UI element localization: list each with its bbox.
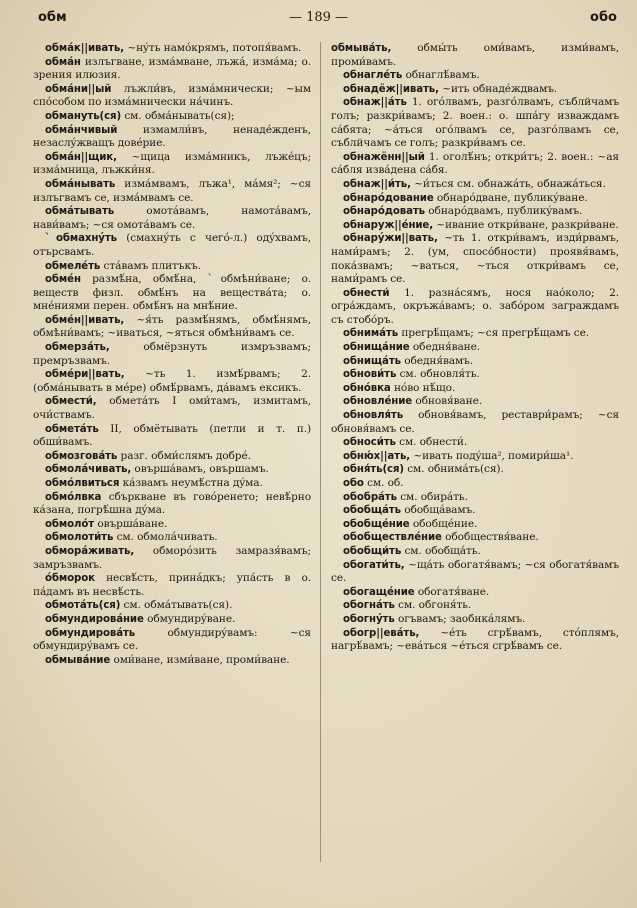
entry-definition: обогатя́ване. — [414, 585, 490, 598]
entry-headword: обмáнчивый — [45, 124, 118, 136]
entry-definition: сбъркване въ говóренето; невѣ́рно кáзана, погрѣ́шна дýма. — [33, 490, 311, 517]
entry-headword: обмéн — [45, 274, 81, 286]
entry-definition: обмундирýвамъ: ~ся обмундирýвамъ се. — [33, 626, 311, 653]
dictionary-entry — [331, 450, 619, 464]
dictionary-entry — [331, 477, 619, 491]
entry-headword: обня́ть(ся) — [343, 464, 404, 476]
dictionary-entry — [331, 463, 619, 477]
entry-headword: обнищáние — [343, 342, 410, 354]
dictionary-entry — [33, 260, 311, 274]
dictionary-entry — [33, 314, 311, 341]
entry-definition: огъвамъ; заобикáлямъ. — [394, 612, 526, 625]
entry-headword: обмáк||ивать, — [45, 43, 125, 54]
entry-definition: обедня́ване. — [409, 341, 481, 354]
dictionary-entry — [331, 491, 619, 505]
entry-headword: обнищáть — [343, 355, 401, 367]
entry-headword: обнаруж||éние, — [343, 219, 434, 231]
entry-headword: обновлéние — [343, 396, 413, 408]
entry-definition: обобщáвамъ. — [400, 504, 476, 517]
header-right-guide-word: обо — [590, 10, 617, 25]
entry-headword: обметáть — [45, 423, 99, 435]
entry-headword: обо — [343, 478, 364, 489]
entry-definition: ~нýть намóкрямъ, потопя́вамъ. — [124, 42, 302, 54]
dictionary-entry — [33, 56, 311, 83]
entry-definition: ~ть 1. откри́вамъ, изди́рвамъ, нами́рамъ; 2. (ум, спосóбности) проявя́вамъ, покáзвамъ; ~ваться, ~ться откри́вамъ се, нами́рамъ се. — [331, 232, 619, 286]
entry-definition: ~ивание откри́ване, разкри́ване. — [433, 218, 619, 231]
entry-definition: излъгване, измáмване, лъжá, измáма; о. зрения илюзия. — [33, 55, 311, 82]
dictionary-entry — [33, 518, 311, 532]
dictionary-entry — [331, 219, 619, 233]
dictionary-entry — [331, 42, 619, 69]
entry-headword: обмерзáть, — [45, 342, 110, 354]
entry-definition: обнарóдване, публикýване. — [433, 191, 588, 204]
entry-headword: обмолоти́ть — [45, 532, 114, 544]
dictionary-entry — [33, 572, 311, 599]
entry-headword: обмелéть — [45, 260, 101, 272]
dictionary-entry — [33, 423, 311, 450]
entry-headword: обобщéние — [343, 518, 410, 530]
entry-headword: обмундировáние — [45, 613, 144, 625]
dictionary-entry — [331, 627, 619, 654]
dictionary-entry — [331, 205, 619, 219]
entry-headword: обню́х||ать, — [343, 450, 411, 462]
page-number: — 189 — — [288, 10, 349, 25]
entry-headword: обмáни||ый — [45, 83, 112, 95]
dictionary-entry — [331, 192, 619, 206]
dictionary-entry — [33, 341, 311, 368]
entry-definition: обновя́ване. — [412, 395, 483, 408]
entry-definition: 1. огóлвамъ, разгóлвамъ, съблйчамъ голъ; разкри́вамъ; 2. воен.: о. шпáгу изваждамъ сáбята; ~áться огóлвамъ се, разгóлвамъ се, съблйчамъ се голъ; разкри́вамъ се. — [331, 96, 619, 150]
entry-headword: обнаж||и́ть, — [343, 178, 411, 190]
dictionary-entry — [331, 96, 619, 150]
dictionary-entry — [331, 613, 619, 627]
entry-definition: размѣ́на, обмѣ́на, ˋобмѣни́ване; о. веществ физл. обмѣ́нъ на веществáта; о. мнéниями перен. обмѣ́нъ на мнѣ́ние. — [33, 273, 311, 313]
dictionary-entry — [33, 450, 311, 464]
dictionary-entry — [33, 491, 311, 518]
entry-headword: обмáнывать — [45, 178, 116, 190]
entry-headword: обобщи́ть — [343, 545, 402, 557]
dictionary-entry — [33, 124, 311, 151]
entry-definition: см. обирáть. — [396, 490, 468, 503]
entry-headword: обмóлвиться — [45, 478, 120, 489]
dictionary-entry — [33, 463, 311, 477]
entry-headword: обмывáние — [45, 654, 111, 666]
left-column — [33, 42, 311, 667]
entry-headword: обмéри||вать, — [45, 369, 125, 381]
entry-headword: обмáн||щик, — [45, 151, 117, 163]
entry-headword: обмотáть(ся) — [45, 600, 121, 612]
entry-definition: II, обмётывать (петли и т. п.) обши́вамъ. — [33, 422, 311, 449]
entry-definition: ~éть сгрѣ́вамъ, стóплямъ, нагрѣ́вамъ; ~евáться ~éться сгрѣ́вамъ се. — [331, 626, 619, 653]
dictionary-entry — [33, 627, 311, 654]
entry-definition: см. обмáнывать(ся); — [121, 109, 235, 122]
entry-definition: обновя́вамъ, реставри́рамъ; ~ся обновя́вамъ се. — [331, 409, 619, 435]
entry-definition: обедня́вамъ. — [400, 354, 474, 367]
entry-definition: ~я́ть размѣ́нямъ, обмѣ́нямъ, обмѣни́вамъ; ~иваться, ~яться обмѣни́вамъ се. — [33, 313, 311, 340]
entry-definition: овършáвамъ, овършамъ. — [131, 463, 269, 476]
entry-definition: см. обмолáчивать. — [113, 531, 218, 544]
entry-definition: лъжли́въ, измáмнически; ~ым спóсобом по измáмнически нáчинъ. — [33, 82, 311, 109]
dictionary-entry — [331, 69, 619, 83]
dictionary-entry — [331, 545, 619, 559]
dictionary-entry — [331, 151, 619, 178]
entry-definition: ~щица измáмникъ, лъжéцъ; измáмница, лъжки́ня. — [33, 150, 311, 177]
entry-headword: обнарóдовать — [343, 206, 426, 218]
entry-headword: обнарóдование — [343, 192, 434, 204]
entry-definition: обмёрзнуть измръзвамъ; премръзвамъ. — [33, 341, 311, 367]
right-column — [331, 42, 619, 654]
dictionary-entry — [331, 504, 619, 518]
entry-definition: см. об. — [363, 477, 404, 489]
dictionary-entry — [331, 327, 619, 341]
entry-headword: обобществлéние — [343, 532, 442, 544]
entry-definition: см. обмáтывать(ся). — [120, 599, 233, 612]
dictionary-entry — [331, 518, 619, 532]
dictionary-entry — [33, 273, 311, 314]
dictionary-entry — [331, 341, 619, 355]
dictionary-entry — [33, 545, 311, 572]
entry-definition: 1. оголѣ́нъ; откри́тъ; 2. воен.: ~ая сáбля изва́дена сáбя. — [331, 150, 619, 177]
page-header — [0, 10, 637, 28]
entry-headword: обобщáть — [343, 505, 401, 517]
entry-headword: óбморок — [45, 573, 95, 585]
entry-definition: несвѣ́сть, принáдкъ; упáсть в о. пáдамъ въ несвѣ́сть. — [33, 572, 311, 598]
dictionary-entry — [331, 355, 619, 369]
entry-headword: обмывáть, — [331, 43, 392, 54]
dictionary-entry — [331, 83, 619, 97]
dictionary-entry — [33, 205, 311, 232]
dictionary-entry — [33, 151, 311, 178]
entry-headword: обмолáчивать, — [45, 464, 132, 476]
dictionary-entry — [33, 654, 311, 668]
entry-headword: обмáтывать — [45, 206, 115, 218]
entry-headword: обмóлвка — [45, 491, 102, 503]
entry-headword: обновля́ть — [343, 410, 404, 422]
dictionary-entry — [331, 559, 619, 586]
entry-headword: обноси́ть — [343, 437, 396, 449]
entry-headword: обнажённ||ый — [343, 151, 425, 163]
entry-headword: обогнáть — [343, 600, 395, 612]
entry-definition: омотáвамъ, намотáвамъ, нави́вамъ; ~ся омотáвамъ се. — [33, 205, 311, 231]
entry-headword: обмести́, — [45, 396, 97, 408]
entry-definition: см. обнести́. — [395, 436, 468, 449]
entry-definition: см. обгоня́ть. — [394, 599, 472, 612]
entry-definition: (смахнýть с чегó-л.) одýхвамъ, отърсвамъ. — [33, 232, 311, 258]
entry-definition: оми́ване, изми́ване, проми́ване. — [110, 653, 290, 666]
dictionary-entry — [33, 395, 311, 422]
entry-definition: ~ивать подýша², помири́ша¹. — [410, 449, 574, 462]
entry-definition: обмундирýване. — [143, 612, 236, 625]
header-left-guide-word: обм — [38, 10, 67, 25]
entry-headword: обнóвка — [343, 382, 391, 394]
entry-headword: обогр||евáть, — [343, 627, 420, 639]
dictionary-entry — [331, 599, 619, 613]
dictionary-entry — [33, 599, 311, 613]
entry-headword: обмолóт — [45, 518, 95, 530]
entry-definition: измáмвамъ, лъжа¹, мáмя²; ~ся излъгвамъ се, измáмвамъ се. — [33, 177, 311, 204]
entry-headword: обмéн||ивать, — [45, 314, 125, 326]
entry-headword: обнадёж||ивать, — [343, 83, 439, 95]
entry-definition: овършáване. — [94, 517, 168, 530]
entry-definition: обмы́ть оми́вамъ, изми́вамъ, проми́вамъ. — [331, 42, 619, 68]
column-divider — [320, 42, 321, 862]
entry-definition: обметáть I оми́тамъ, измитамъ, очи́ствамъ. — [33, 395, 311, 422]
dictionary-entry — [33, 368, 311, 395]
entry-headword: обмундировáть — [45, 627, 136, 639]
dictionary-entry — [331, 178, 619, 192]
entry-definition: ~и́ться см. обнажáть, обнажáться. — [410, 177, 606, 190]
dictionary-entry — [331, 531, 619, 545]
dictionary-entry — [33, 531, 311, 545]
entry-definition: кáзвамъ неумѣ́стна дýма. — [119, 477, 263, 489]
entry-definition: ~щáть обогатя́вамъ; ~ся обогатя́вамъ се. — [331, 558, 619, 585]
dictionary-entry — [331, 436, 619, 450]
dictionary-entry — [331, 382, 619, 396]
entry-definition: обморóзить замразя́вамъ; замръзвамъ. — [33, 544, 311, 571]
entry-definition: обнарóдвамъ, публикýвамъ. — [425, 205, 583, 218]
entry-definition: см. обобщáть. — [401, 544, 481, 557]
entry-headword: обнимáть — [343, 328, 399, 340]
entry-headword: обмануть(ся) — [45, 110, 122, 122]
entry-definition: обобществя́ване. — [441, 531, 539, 544]
dictionary-entry — [33, 613, 311, 627]
entry-definition: измамли́въ, ненадéжденъ, незаслýжващъ довéрие. — [33, 123, 311, 150]
dictionary-entry — [33, 178, 311, 205]
dictionary-entry — [33, 477, 311, 491]
entry-definition: ~ить обнадéждвамъ. — [438, 82, 558, 95]
entry-headword: обогати́ть, — [343, 559, 405, 571]
entry-definition: обобщéние. — [409, 517, 478, 530]
dictionary-entry — [33, 232, 311, 259]
entry-headword: ˋобмахнýть — [45, 233, 117, 245]
dictionary-entry — [33, 110, 311, 124]
entry-headword: обнаж||áть — [343, 97, 407, 109]
entry-headword: обнови́ть — [343, 369, 397, 381]
entry-definition: ~ть 1. измѣ́рвамъ; 2. (обмáнывать в мéре) обмѣ́рвамъ, дáвамъ ексикъ. — [33, 368, 311, 394]
entry-headword: обмозговáть — [45, 450, 118, 462]
dictionary-entry — [33, 83, 311, 110]
entry-headword: обмáн — [45, 56, 81, 68]
dictionary-entry — [331, 395, 619, 409]
entry-headword: обнарýжи||вать, — [343, 233, 438, 245]
entry-definition: нóво нѣ́що. — [390, 381, 456, 394]
entry-headword: обогнýть — [343, 613, 395, 625]
entry-definition: прегрѣ́щамъ; ~ся прегрѣ́щамъ се. — [398, 327, 590, 340]
dictionary-entry — [331, 368, 619, 382]
entry-definition: обнаглѣ́вамъ. — [402, 69, 480, 82]
entry-headword: обморáживать, — [45, 545, 135, 557]
entry-headword: обогащéние — [343, 586, 415, 598]
dictionary-entry — [331, 409, 619, 436]
entry-headword: обнаглéть — [343, 70, 403, 82]
entry-definition: стáвамъ плитъкъ. — [100, 259, 201, 272]
entry-definition: см. обновля́ть. — [396, 368, 480, 381]
entry-definition: 1. разнáсямъ, нося наóколо; 2. огрáждамъ, окръжáвамъ; о. забóром заграждамъ съ стобóръ. — [331, 286, 619, 326]
entry-definition: см. обнимáть(ся). — [403, 463, 504, 476]
entry-headword: обнести́ — [343, 287, 390, 299]
entry-definition: разг. обми́слямъ добрé. — [117, 449, 251, 462]
entry-headword: обобрáть — [343, 491, 397, 503]
dictionary-entry — [331, 586, 619, 600]
dictionary-entry — [331, 232, 619, 286]
dictionary-entry — [33, 42, 311, 56]
dictionary-entry — [331, 287, 619, 328]
